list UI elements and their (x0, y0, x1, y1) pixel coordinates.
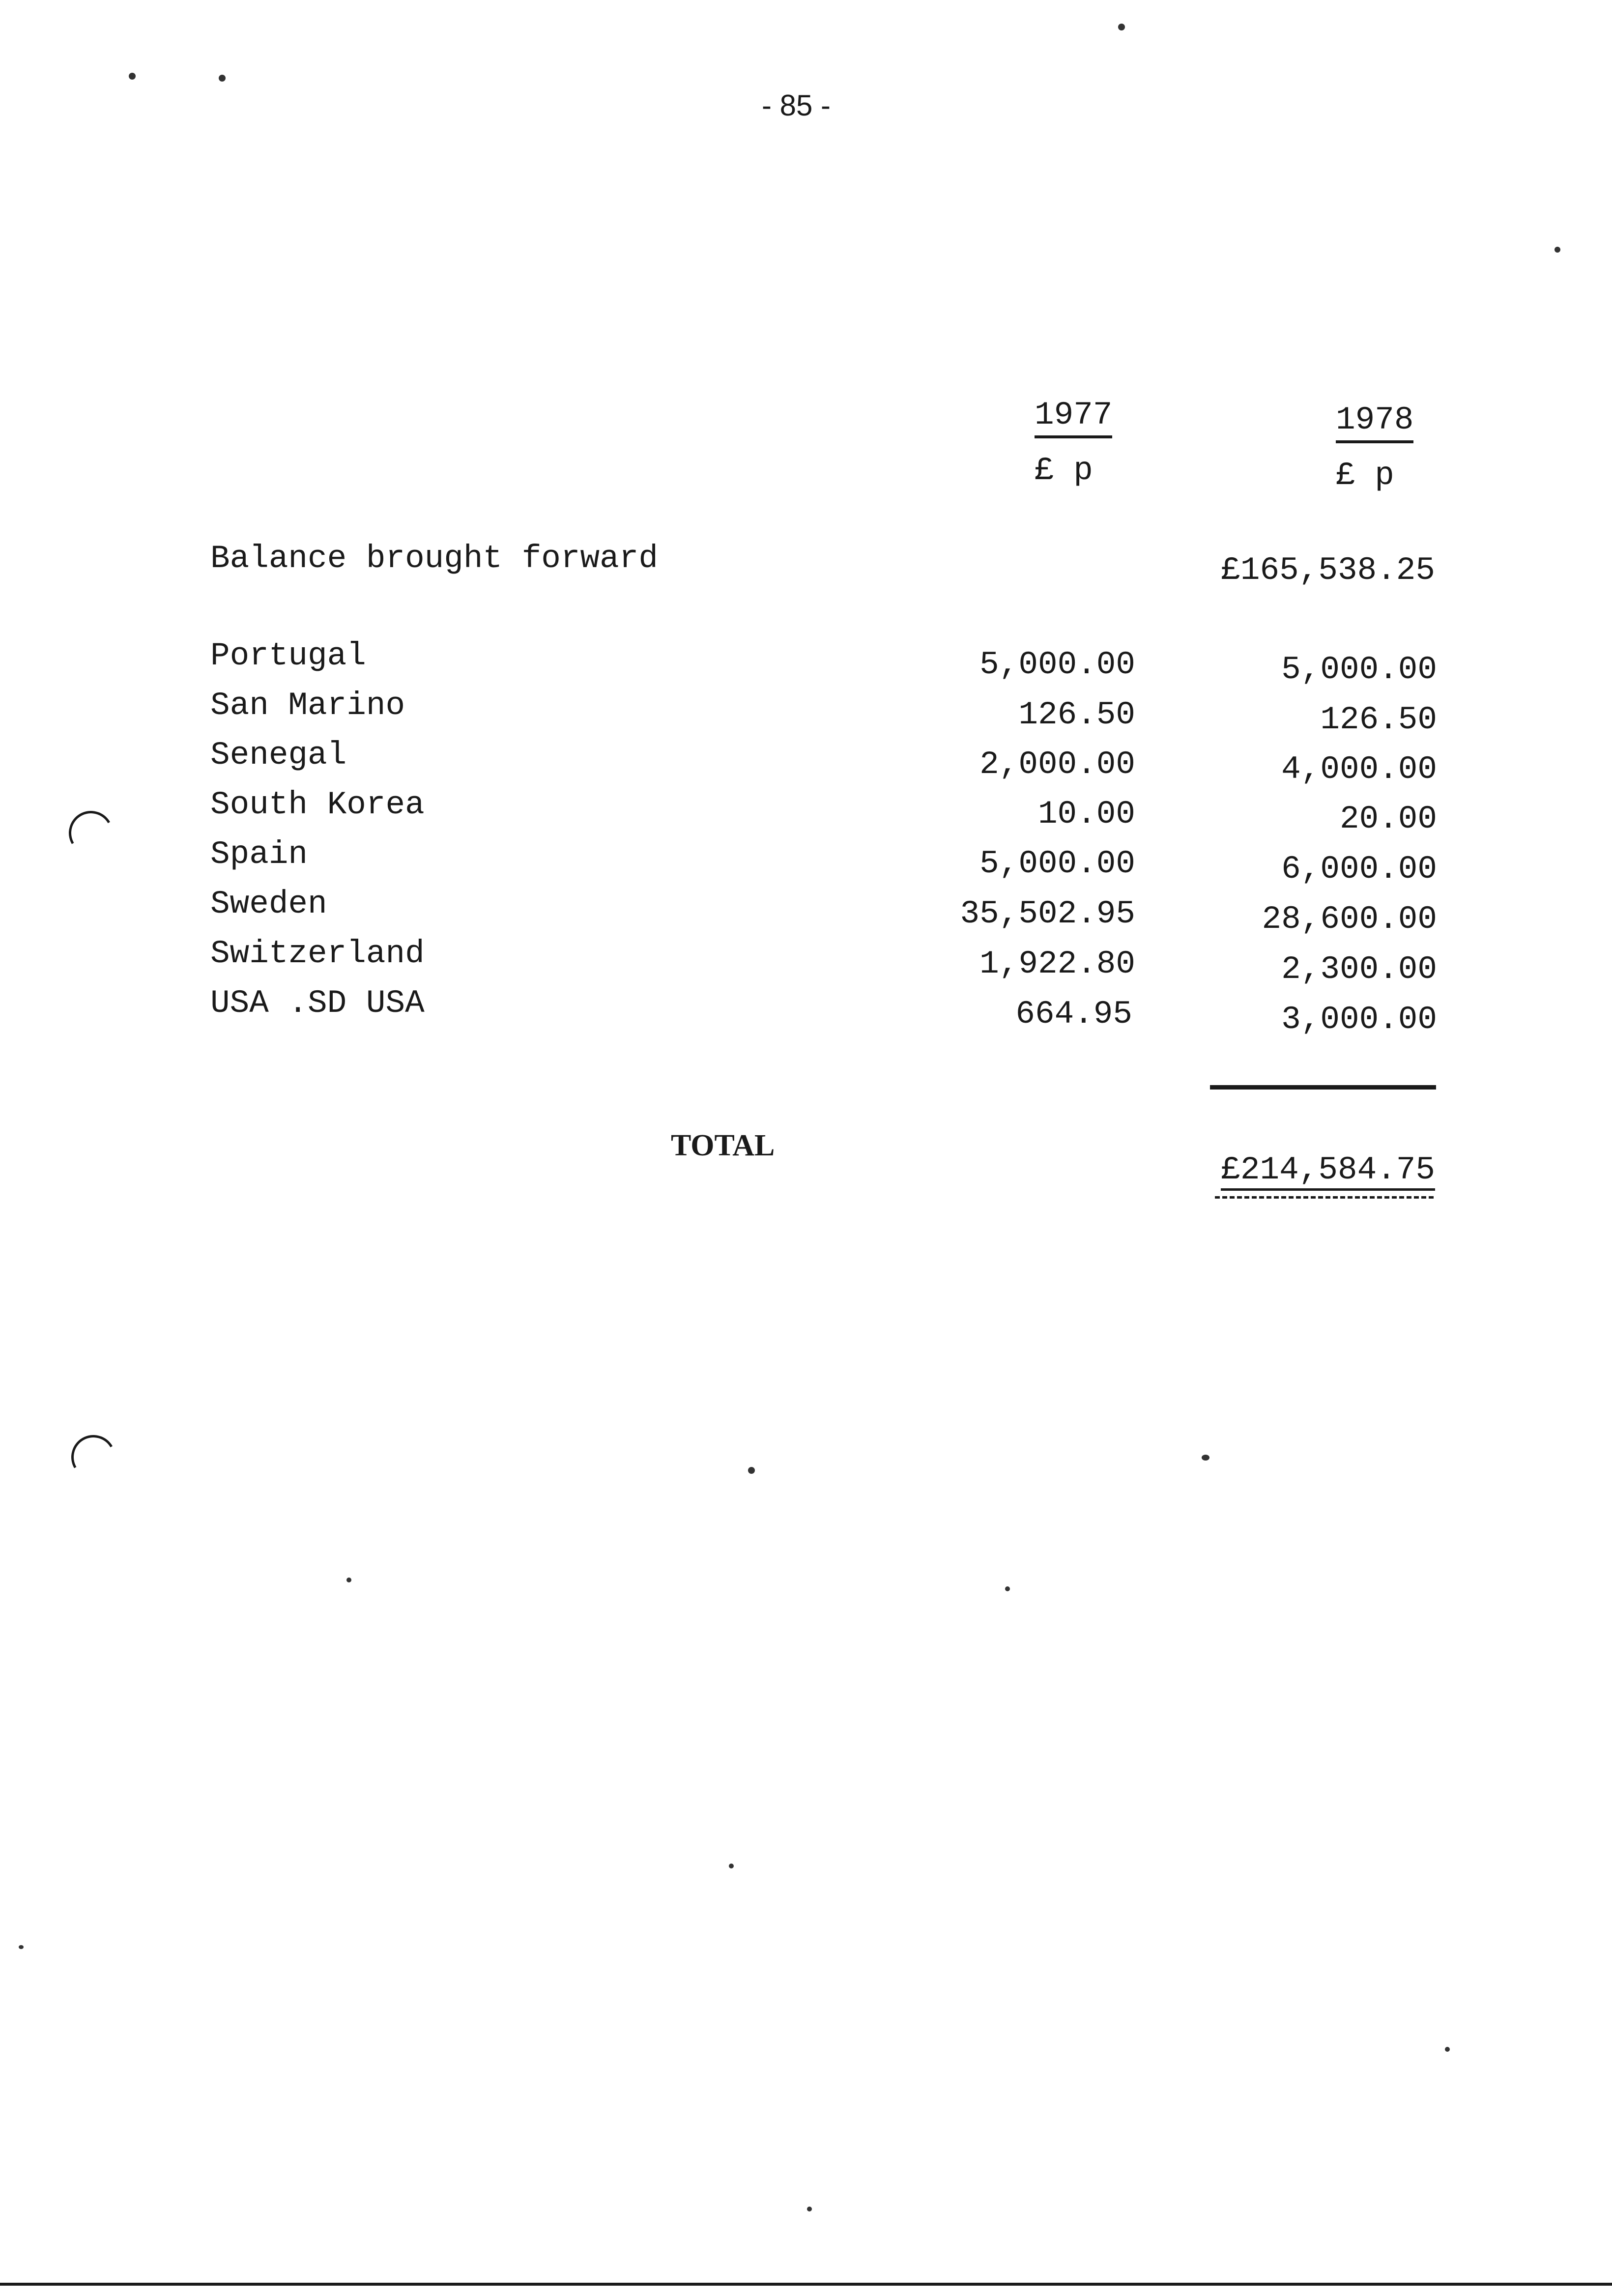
column-currency-1978: £ p (1336, 457, 1394, 494)
row-country: Sweden (210, 886, 327, 922)
row-country: Switzerland (210, 935, 425, 972)
row-value-1978: 4,000.00 (1281, 751, 1437, 788)
scan-speck (1118, 24, 1125, 30)
row-country: San Marino (210, 687, 405, 724)
page-number: - 85 - (762, 89, 831, 122)
row-value-1978: 3,000.00 (1281, 1001, 1437, 1038)
row-value-1978: 28,600.00 (1262, 901, 1437, 938)
row-value-1977: 664.95 (1015, 996, 1132, 1033)
punch-hole-mark (64, 806, 118, 860)
page-bottom-edge (0, 2283, 1612, 2286)
row-value-1978: 126.50 (1320, 701, 1437, 738)
row-value-1977: 2,000.00 (979, 746, 1135, 783)
row-value-1977: 5,000.00 (979, 845, 1135, 882)
scan-speck (807, 2207, 812, 2211)
total-value-1978: £214,584.75 (1221, 1154, 1435, 1191)
sum-rule (1210, 1085, 1436, 1090)
scan-speck (729, 1864, 734, 1868)
balance-label: Balance brought forward (210, 540, 658, 577)
row-value-1977: 1,922.80 (979, 946, 1135, 982)
row-country: Spain (210, 836, 308, 873)
scan-speck (748, 1467, 755, 1474)
scan-speck (129, 73, 136, 80)
column-year-1978: 1978 (1336, 404, 1413, 443)
scan-speck (346, 1578, 351, 1582)
scan-speck (1202, 1455, 1209, 1461)
row-country: Senegal (210, 737, 347, 774)
scan-speck (19, 1945, 24, 1949)
row-country: South Korea (210, 786, 425, 823)
row-value-1978: 2,300.00 (1281, 951, 1437, 988)
row-value-1977: 126.50 (1018, 696, 1135, 733)
column-currency-1977: £ p (1035, 452, 1093, 489)
double-underline (1215, 1196, 1434, 1199)
balance-value-1978: £165,538.25 (1221, 552, 1435, 589)
row-value-1977: 5,000.00 (979, 646, 1135, 683)
scan-speck (1005, 1586, 1010, 1591)
row-value-1978: 20.00 (1339, 801, 1437, 837)
punch-hole-mark (66, 1430, 120, 1484)
row-value-1978: 6,000.00 (1281, 851, 1437, 888)
total-label: TOTAL (671, 1129, 775, 1162)
column-year-1977: 1977 (1035, 399, 1112, 438)
scan-speck (1445, 2047, 1450, 2052)
row-value-1977: 35,502.95 (960, 895, 1135, 932)
scan-speck (1554, 247, 1560, 253)
row-value-1978: 5,000.00 (1281, 651, 1437, 688)
row-country: USA .SD USA (210, 985, 425, 1022)
row-country: Portugal (210, 637, 366, 674)
row-value-1977: 10.00 (1037, 796, 1135, 832)
scan-speck (219, 75, 226, 82)
